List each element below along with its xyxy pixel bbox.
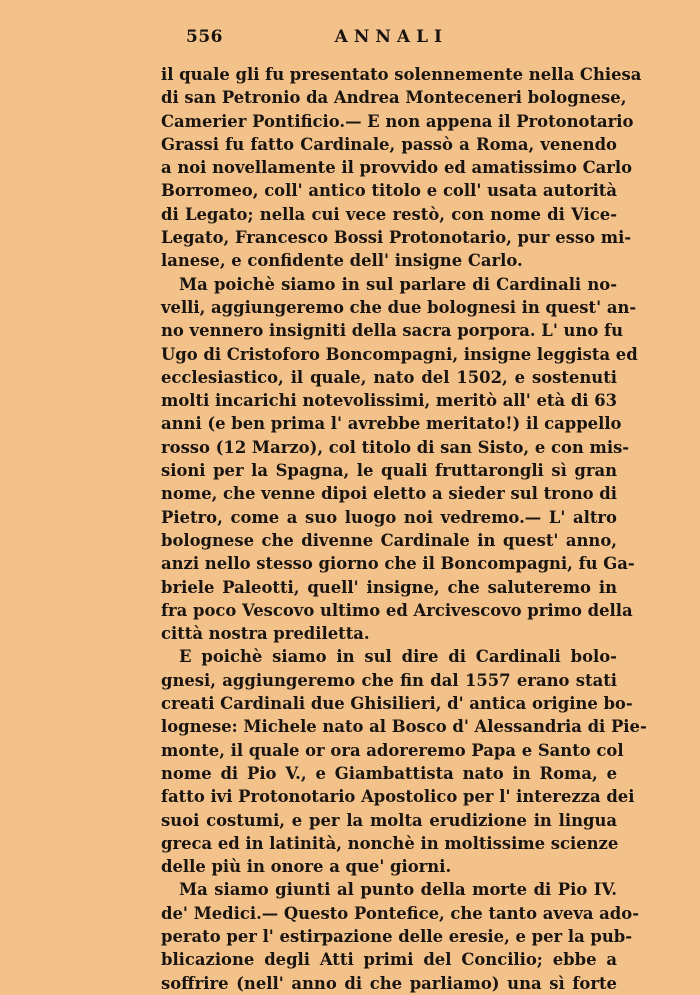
text-line: il quale gli fu presentato solennemente nella Chiesa (161, 65, 642, 84)
text-line: molti incarichi notevolissimi, meritò all' età di 63 (161, 391, 618, 411)
text-line: a noi novellamente il provvido ed amatissimo Carlo (161, 158, 633, 178)
text-line: di Legato; nella cui vece restò, con nome di Vice- (161, 204, 617, 224)
text-line: Borromeo, coll' antico titolo e coll' usata autorità (161, 181, 617, 201)
text-line: Ma siamo giunti al punto della morte di Pio IV. (179, 880, 617, 900)
text-line: blicazione degli Atti primi del Concilio; ebbe a (161, 950, 617, 970)
text-line: Legato, Francesco Bossi Protonotario, pur esso mi- (161, 228, 632, 248)
text-line: Grassi fu fatto Cardinale, passò a Roma, venendo (161, 134, 617, 154)
text-line: di san Petronio da Andrea Monteceneri bolognese, (161, 88, 627, 108)
running-head: ANNALI (334, 27, 448, 47)
text-line: ecclesiastico, il quale, nato del 1502, e sostenuti (161, 367, 617, 387)
text-line: briele Paleotti, quell' insigne, che saluteremo in (161, 577, 617, 597)
text-line: Pietro, come a suo luogo noi vedremo.— L' altro (161, 507, 617, 527)
text-line: monte, il quale or ora adoreremo Papa e Santo col (161, 740, 624, 760)
text-line: rosso (12 Marzo), col titolo di san Sisto, e con mis- (161, 437, 630, 457)
paragraph (161, 273, 638, 646)
text-line: sioni per la Spagna, le quali fruttarongli sì gran (161, 461, 617, 481)
text-line: perato per l' estirpazione delle eresie, e per la pub- (161, 926, 633, 946)
text-line: nome, che venne dipoi eletto a sieder sul trono di (161, 484, 617, 504)
text-line: bolognese che divenne Cardinale in quest' anno, (161, 530, 617, 550)
text-line: E poichè siamo in sul dire di Cardinali bolo- (179, 647, 617, 667)
text-line: fra poco Vescovo ultimo ed Arcivescovo primo della (161, 600, 633, 620)
paragraph (161, 878, 640, 994)
text-line: de' Medici.— Questo Pontefice, che tanto aveva ado- (161, 903, 640, 923)
text-line: Ma poichè siamo in sul parlare di Cardinali no- (179, 274, 617, 294)
text-line: gnesi, aggiungeremo che fin dal 1557 erano stati (161, 670, 617, 690)
body-text (161, 63, 647, 995)
text-line: anzi nello stesso giorno che il Boncompagni, fu Ga- (161, 554, 635, 574)
paragraph (161, 645, 647, 878)
text-line: Ugo di Cristoforo Boncompagni, insigne leggista ed (161, 344, 638, 364)
text-line: no vennero insigniti della sacra porpora. L' uno fu (161, 321, 623, 341)
page-header (186, 27, 448, 49)
text-line: nome di Pio V., e Giambattista nato in Roma, e (161, 763, 617, 783)
text-line: anni (e ben prima l' avrebbe meritato!) il cappello (161, 414, 622, 434)
text-line: soffrire (nell' anno di che parliamo) una sì forte (161, 973, 617, 993)
paragraph (161, 63, 642, 273)
text-line: suoi costumi, e per la molta erudizione in lingua (161, 810, 617, 830)
text-line: greca ed in latinità, nonchè in moltissime scienze (161, 833, 619, 853)
text-line: fatto ivi Protonotario Apostolico per l' interezza dei (161, 787, 635, 807)
text-line: città nostra prediletta. (161, 624, 370, 644)
text-line: Camerier Pontificio.— E non appena il Protonotario (161, 111, 634, 131)
page-number: 556 (186, 27, 223, 47)
text-line: delle più in onore a que' giorni. (161, 857, 452, 877)
text-line: creati Cardinali due Ghisilieri, d' antica origine bo- (161, 694, 633, 714)
text-line: lognese: Michele nato al Bosco d' Alessandria di Pie- (161, 717, 647, 737)
text-line: lanese, e confidente dell' insigne Carlo. (161, 251, 523, 271)
text-line: velli, aggiungeremo che due bolognesi in quest' an- (161, 297, 637, 317)
